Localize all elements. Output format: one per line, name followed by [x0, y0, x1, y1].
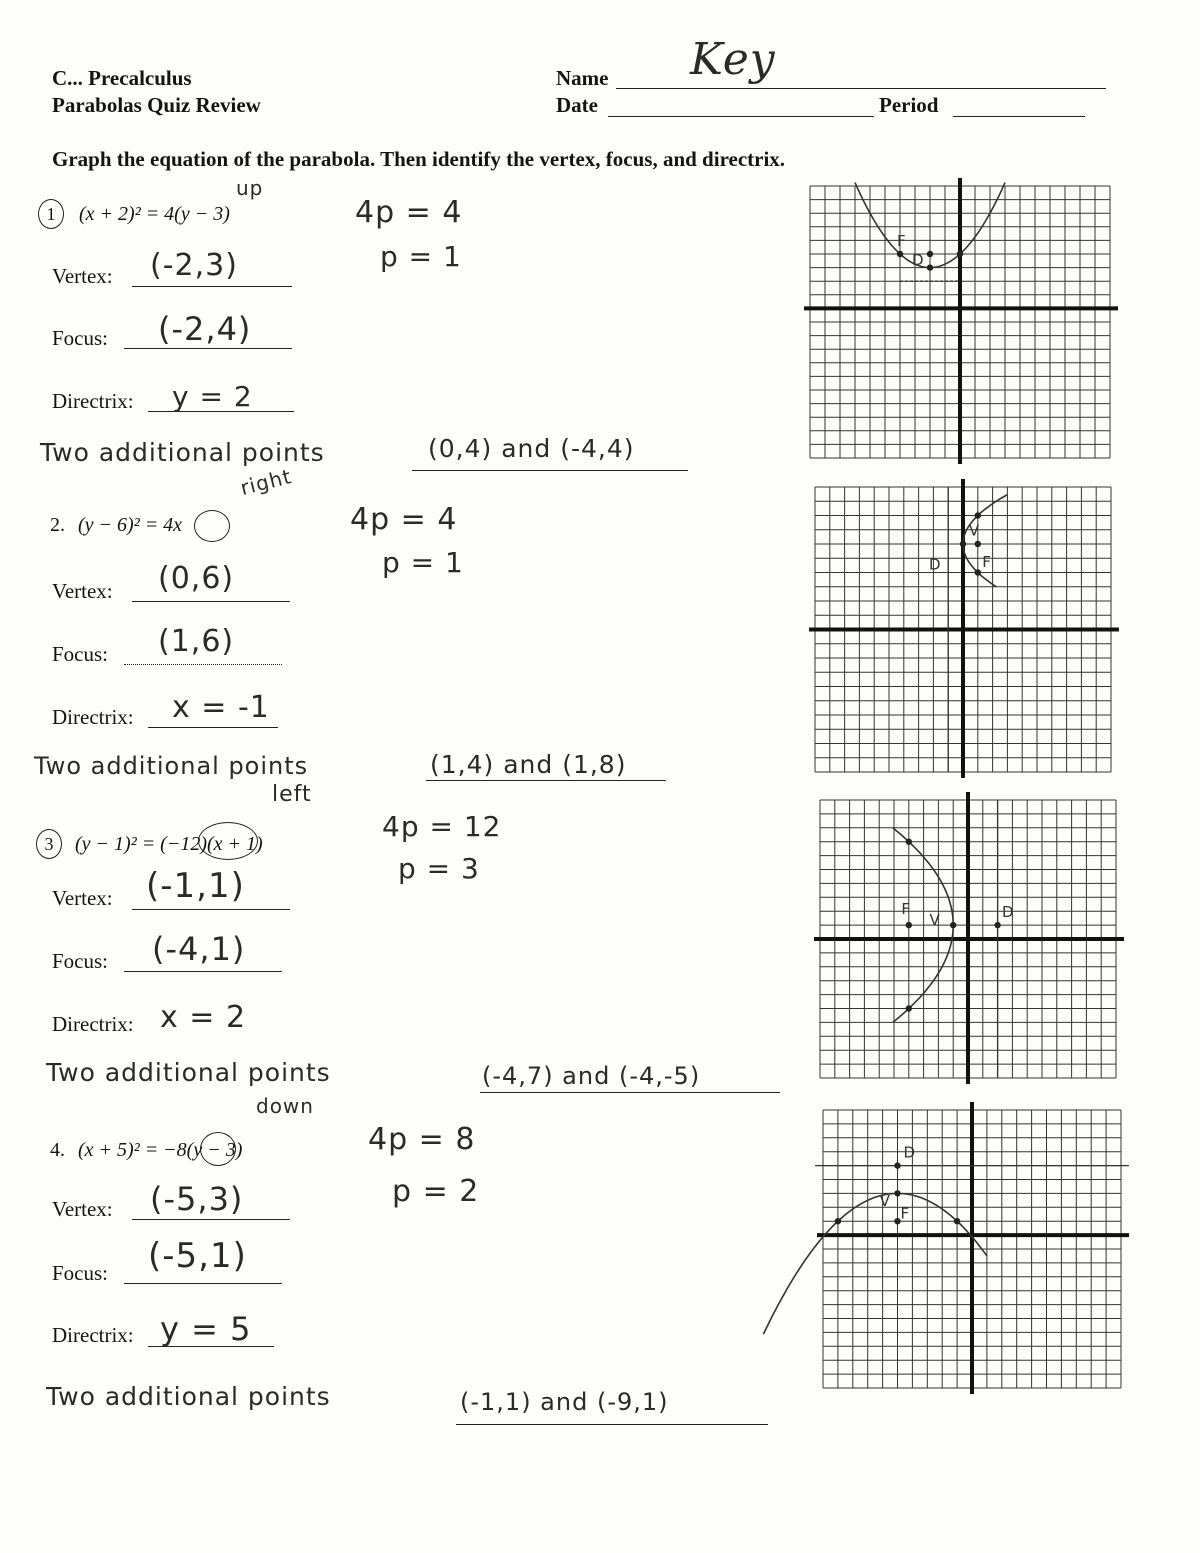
vertex-label: V — [879, 1191, 890, 1210]
focus-point — [906, 922, 912, 928]
points-answer: (1,4) and (1,8) — [430, 750, 627, 779]
directrix-label: Directrix: — [52, 1323, 134, 1347]
work-line-1: 4p = 8 — [368, 1122, 476, 1157]
directrix-label: D — [912, 250, 924, 269]
points-label: Two additional points — [34, 752, 309, 780]
graph-2 — [815, 487, 1111, 772]
focus-point — [927, 251, 933, 257]
point — [975, 569, 981, 575]
focus-answer: (-5,1) — [148, 1236, 247, 1276]
direction-note: down — [256, 1094, 314, 1118]
vertex-answer: (-2,3) — [150, 248, 238, 283]
vertex-answer: (-5,3) — [150, 1180, 244, 1218]
work-line-2: p = 1 — [380, 240, 462, 273]
equation: (y − 1)² = (−12)(x + 1) — [75, 833, 263, 855]
focus-label: F — [897, 231, 906, 250]
point — [906, 839, 912, 845]
focus-label: F — [982, 552, 991, 571]
name-value: Key — [690, 34, 776, 85]
direction-note: left — [272, 782, 312, 807]
name-label: Name — [556, 66, 609, 90]
focus-answer: (-4,1) — [152, 930, 246, 968]
course-title: C... Precalculus — [52, 66, 192, 90]
quiz-title: Parabolas Quiz Review — [52, 93, 261, 117]
directrix-answer: y = 2 — [172, 380, 253, 413]
focus-label: F — [901, 899, 911, 918]
points-answer: (-1,1) and (-9,1) — [460, 1388, 669, 1416]
work-line-1: 4p = 12 — [382, 810, 502, 843]
parabola-curve — [763, 1193, 987, 1334]
vertex-point — [894, 1190, 900, 1196]
directrix-label: Directrix: — [52, 389, 134, 413]
focus-label: Focus: — [52, 949, 109, 973]
vertex-label: Vertex: — [52, 1197, 113, 1221]
equation: (x + 2)² = 4(y − 3) — [79, 203, 230, 225]
point — [975, 512, 981, 518]
direction-note: right — [237, 464, 295, 500]
coefficient-circle — [200, 1132, 236, 1166]
focus-answer: (1,6) — [158, 624, 235, 659]
work-line-1: 4p = 4 — [350, 502, 458, 537]
directrix-answer: x = 2 — [160, 1000, 247, 1035]
vertex-point — [927, 264, 933, 270]
work-line-2: p = 1 — [382, 546, 464, 579]
graph-3 — [820, 800, 1116, 1078]
work-line-2: p = 2 — [392, 1174, 480, 1209]
directrix-answer: x = -1 — [172, 690, 270, 725]
work-line-2: p = 3 — [398, 852, 480, 885]
point — [835, 1218, 841, 1224]
points-label: Two additional points — [46, 1058, 331, 1087]
problem-number: 4. — [50, 1139, 65, 1161]
directrix-label: D — [928, 555, 941, 574]
problem-number: 3 — [36, 829, 62, 859]
vertex-point — [960, 541, 966, 547]
problem-2-equation-row — [50, 514, 182, 537]
points-label: Two additional points — [40, 438, 325, 467]
focus-label: Focus: — [52, 326, 109, 350]
points-label: Two additional points — [46, 1382, 331, 1411]
coefficient-circle — [198, 822, 258, 860]
point — [897, 251, 903, 257]
directrix-label: D — [903, 1143, 916, 1162]
points-answer: (-4,7) and (-4,-5) — [482, 1062, 701, 1090]
focus-point — [975, 541, 981, 547]
vertex-label: V — [929, 911, 940, 930]
point — [994, 922, 1000, 928]
period-label: Period — [879, 93, 939, 117]
point — [957, 251, 963, 257]
graph-4 — [823, 1110, 1121, 1388]
focus-label: F — [900, 1204, 910, 1223]
work-line-1: 4p = 4 — [355, 195, 463, 230]
problem-number: 1 — [38, 199, 64, 229]
period-line — [953, 116, 1085, 117]
graph-1 — [810, 186, 1110, 458]
vertex-label: Vertex: — [52, 264, 113, 288]
direction-note: up — [236, 176, 264, 200]
problem-number: 2. — [50, 514, 65, 536]
name-line — [616, 88, 1106, 89]
point — [954, 1218, 960, 1224]
date-line — [608, 116, 874, 117]
directrix-label: D — [1002, 902, 1014, 921]
point — [894, 1162, 900, 1168]
focus-label: Focus: — [52, 1261, 109, 1285]
directrix-answer: y = 5 — [160, 1310, 252, 1348]
vertex-label: Vertex: — [52, 579, 113, 603]
directrix-label: Directrix: — [52, 1012, 134, 1036]
vertex-point — [950, 922, 956, 928]
points-answer: (0,4) and (-4,4) — [428, 434, 635, 463]
directrix-label: Directrix: — [52, 705, 134, 729]
vertex-answer: (0,6) — [158, 561, 235, 596]
vertex-answer: (-1,1) — [146, 866, 245, 906]
coefficient-circle — [194, 510, 230, 542]
point — [906, 1005, 912, 1011]
problem-1-equation-row — [38, 199, 230, 229]
focus-answer: (-2,4) — [158, 310, 252, 348]
date-label: Date — [556, 93, 598, 117]
equation: (y − 6)² = 4x — [78, 514, 183, 536]
vertex-label: V — [968, 521, 980, 540]
vertex-label: Vertex: — [52, 886, 113, 910]
instructions: Graph the equation of the parabola. Then identify the vertex, focus, and directrix. — [52, 147, 786, 171]
equation: (x + 5)² = −8(y − 3) — [78, 1139, 243, 1161]
focus-label: Focus: — [52, 642, 109, 666]
